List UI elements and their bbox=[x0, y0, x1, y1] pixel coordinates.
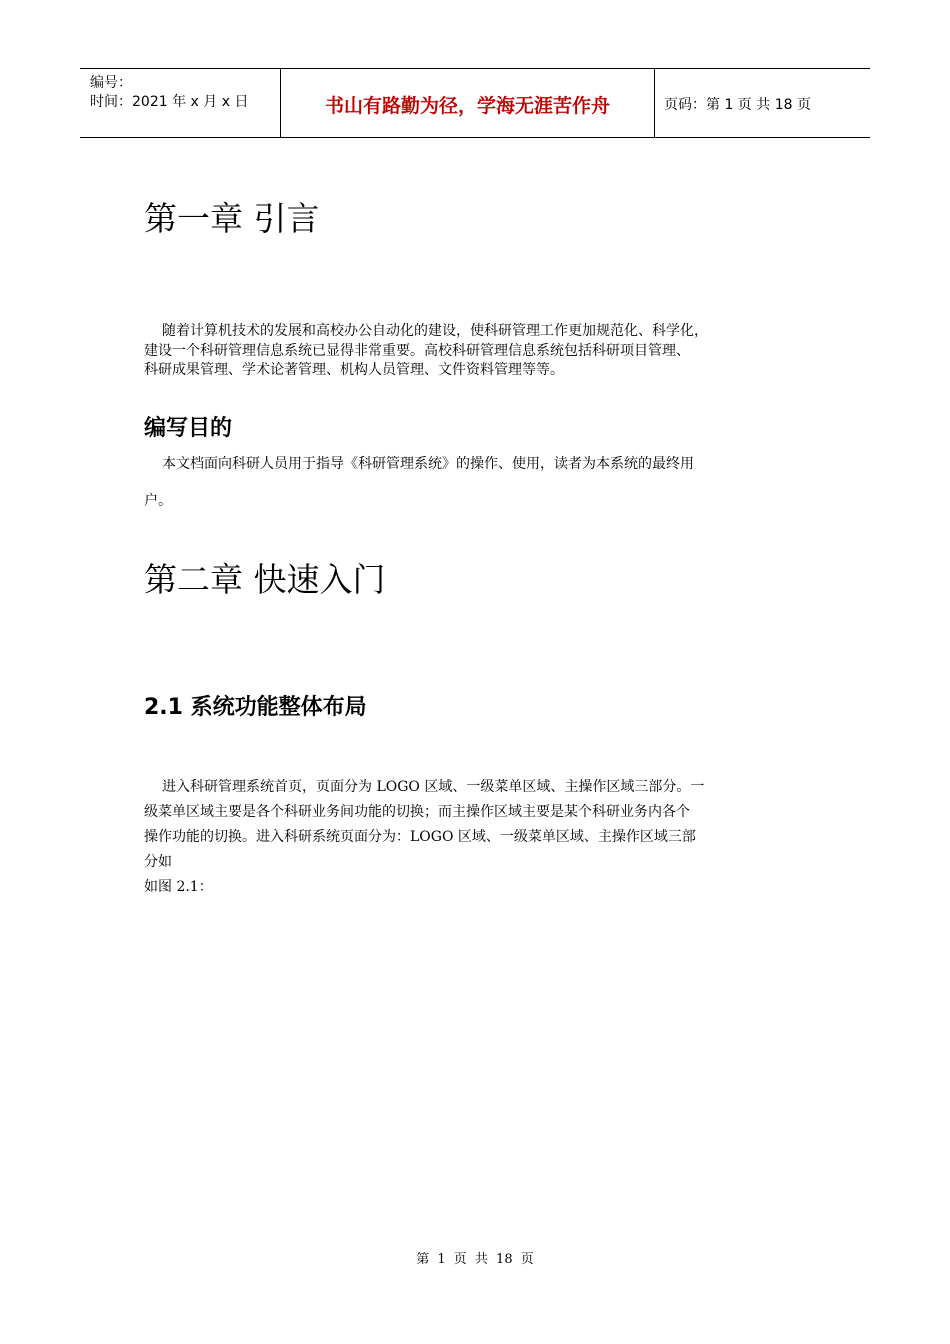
intro-line-3: 科研成果管理、学术论著管理、机构人员管理、文件资料管理等等。 bbox=[144, 362, 564, 378]
header-meta-cell bbox=[80, 69, 280, 137]
chapter-1-title: 第一章 引言 bbox=[144, 199, 320, 238]
intro-line-1: 随着计算机技术的发展和高校办公自动化的建设，使科研管理工作更加规范化、科学化， bbox=[162, 323, 708, 339]
header-motto: 书山有路勤为径，学海无涯苦作舟 bbox=[324, 95, 610, 117]
document-date-label: 时间：2021 年 x 月 x 日 bbox=[90, 94, 249, 110]
chapter-2-title: 第二章 快速入门 bbox=[144, 560, 386, 599]
header-page-cell bbox=[654, 69, 870, 137]
layout-line-1: 进入科研管理系统首页，页面分为 LOGO 区域、一级菜单区域、主操作区域三部分。一 bbox=[162, 779, 705, 795]
document-header bbox=[80, 68, 870, 138]
page-footer: 第 1 页 共 18 页 bbox=[416, 1252, 534, 1267]
figure-reference: 如图 2.1： bbox=[144, 879, 213, 895]
layout-line-4: 分如 bbox=[144, 854, 172, 870]
header-page-info: 页码：第 1 页 共 18 页 bbox=[664, 97, 811, 113]
layout-line-3: 操作功能的切换。进入科研系统页面分为：LOGO 区域、一级菜单区域、主操作区域三部 bbox=[144, 829, 696, 845]
purpose-heading: 编写目的 bbox=[144, 416, 233, 441]
section-2-1-heading: 2.1 系统功能整体布局 bbox=[144, 695, 367, 720]
purpose-line-2: 户。 bbox=[144, 493, 172, 509]
document-number-label: 编号： bbox=[90, 75, 132, 91]
header-motto-cell bbox=[280, 69, 655, 137]
purpose-line-1: 本文档面向科研人员用于指导《科研管理系统》的操作、使用，读者为本系统的最终用 bbox=[162, 456, 694, 472]
layout-line-2: 级菜单区域主要是各个科研业务间功能的切换；而主操作区域主要是某个科研业务内各个 bbox=[144, 804, 690, 820]
intro-line-2: 建设一个科研管理信息系统已显得非常重要。高校科研管理信息系统包括科研项目管理、 bbox=[144, 343, 690, 359]
